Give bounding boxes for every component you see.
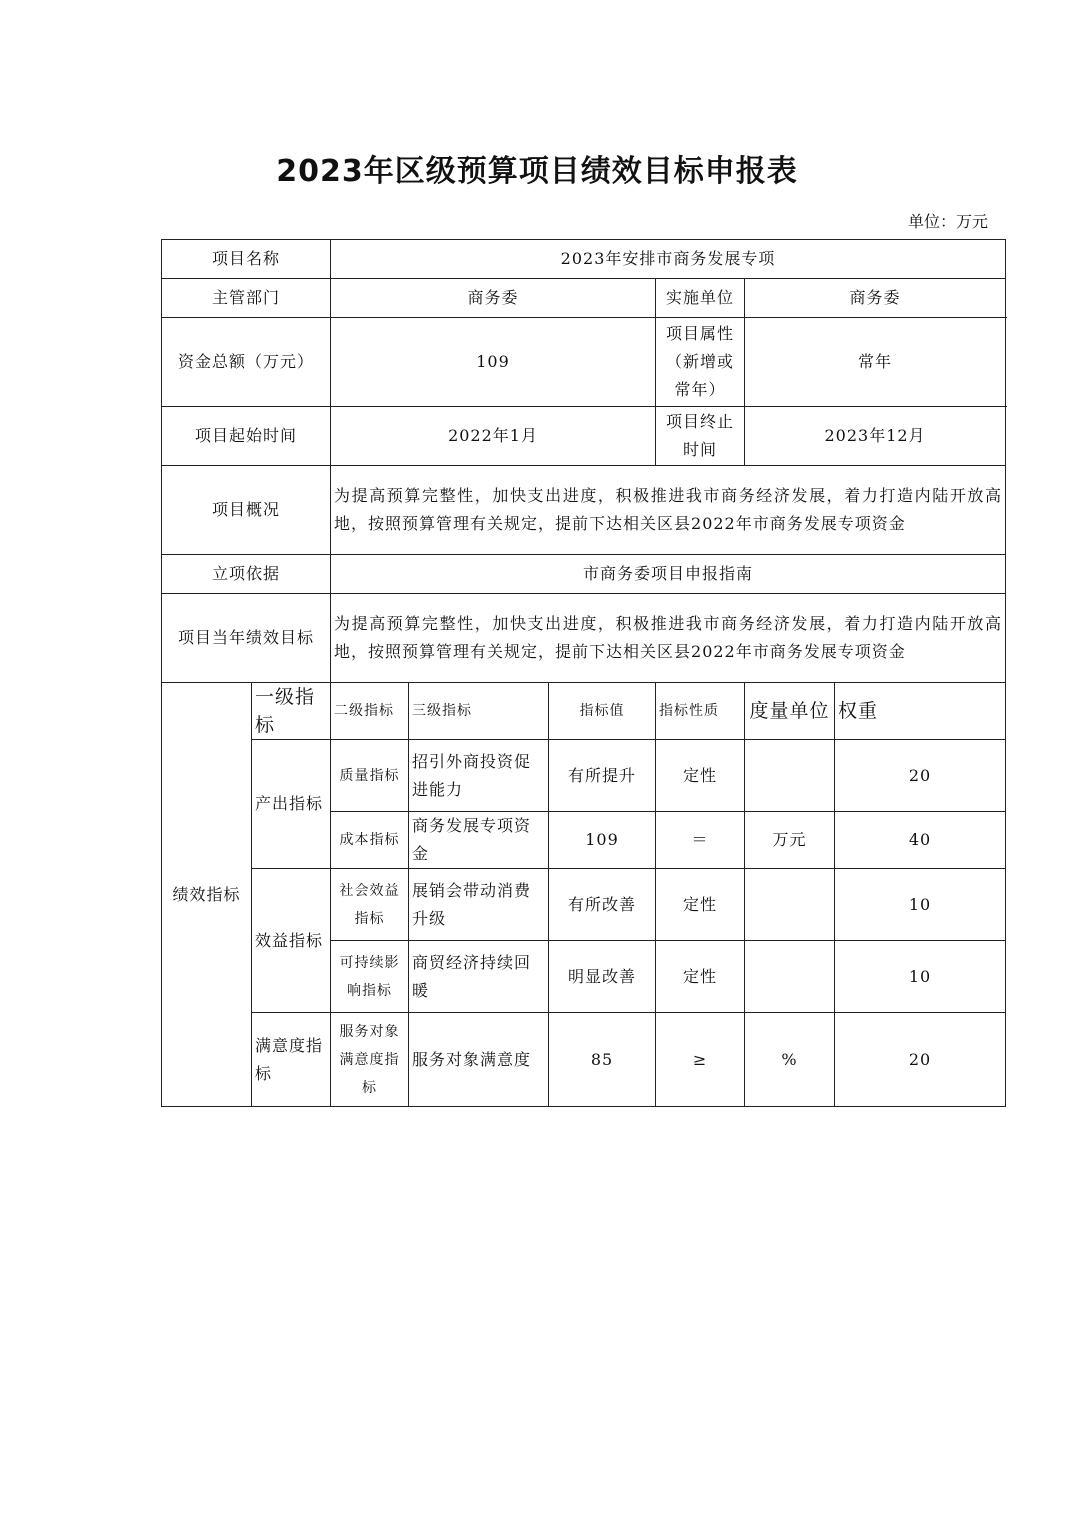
row-weight: 20 [835,740,1006,812]
header-level2: 二级指标 [331,683,409,740]
indicators-section-label: 绩效指标 [162,683,252,1107]
row-nature: 定性 [656,740,745,812]
overview-label: 项目概况 [162,466,331,555]
header-value: 指标值 [549,683,656,740]
row-nature: ＝ [656,812,745,869]
row-unit [745,941,835,1013]
project-name-value: 2023年安排市商务发展专项 [331,240,1006,279]
basis-label: 立项依据 [162,555,331,594]
group-level1: 产出指标 [252,740,331,869]
header-level1: 一级指标 [252,683,331,740]
start-time-value: 2022年1月 [331,407,656,466]
department-value: 商务委 [331,279,656,318]
department-label: 主管部门 [162,279,331,318]
row-level3: 商贸经济持续回暖 [409,941,549,1013]
row-level2: 成本指标 [331,812,409,869]
impl-unit-label: 实施单位 [656,279,745,318]
row-nature: 定性 [656,869,745,941]
group-level1: 效益指标 [252,869,331,1013]
row-value: 有所改善 [549,869,656,941]
annual-goal-label: 项目当年绩效目标 [162,594,331,683]
funds-label: 资金总额（万元） [162,318,331,407]
row-weight: 10 [835,941,1006,1013]
impl-unit-value: 商务委 [745,279,1006,318]
row-level2: 服务对象满意度指标 [331,1013,409,1107]
start-time-label: 项目起始时间 [162,407,331,466]
row-unit: 万元 [745,812,835,869]
group-level1: 满意度指标 [252,1013,331,1107]
row-value: 有所提升 [549,740,656,812]
row-level3: 商务发展专项资金 [409,812,549,869]
row-unit: % [745,1013,835,1107]
header-nature: 指标性质 [656,683,745,740]
row-level2: 质量指标 [331,740,409,812]
row-weight: 40 [835,812,1006,869]
row-level2: 可持续影响指标 [331,941,409,1013]
end-time-label: 项目终止时间 [656,407,745,466]
row-level3: 服务对象满意度 [409,1013,549,1107]
end-time-value: 2023年12月 [745,407,1006,466]
annual-goal-value: 为提高预算完整性，加快支出进度，积极推进我市商务经济发展，着力打造内陆开放高地，按照预算管理有关规定，提前下达相关区县2022年市商务发展专项资金 [331,594,1006,683]
row-unit [745,740,835,812]
funds-value: 109 [331,318,656,407]
project-attr-value: 常年 [745,318,1006,407]
row-level3: 展销会带动消费升级 [409,869,549,941]
row-unit [745,869,835,941]
row-level2: 社会效益指标 [331,869,409,941]
budget-form-table [161,239,1006,1107]
project-name-label: 项目名称 [162,240,331,279]
unit-label: 单位：万元 [907,212,988,231]
row-weight: 20 [835,1013,1006,1107]
header-unit: 度量单位 [745,683,835,740]
overview-value: 为提高预算完整性，加快支出进度，积极推进我市商务经济发展，着力打造内陆开放高地，按照预算管理有关规定，提前下达相关区县2022年市商务发展专项资金 [331,466,1006,555]
basis-value: 市商务委项目申报指南 [331,555,1006,594]
row-nature: ≥ [656,1013,745,1107]
row-value: 明显改善 [549,941,656,1013]
page-title: 2023年区级预算项目绩效目标申报表 [276,154,798,189]
row-value: 85 [549,1013,656,1107]
row-nature: 定性 [656,941,745,1013]
header-weight: 权重 [835,683,1006,740]
row-weight: 10 [835,869,1006,941]
row-level3: 招引外商投资促进能力 [409,740,549,812]
header-level3: 三级指标 [409,683,549,740]
project-attr-label: 项目属性（新增或常年） [656,318,745,407]
row-value: 109 [549,812,656,869]
